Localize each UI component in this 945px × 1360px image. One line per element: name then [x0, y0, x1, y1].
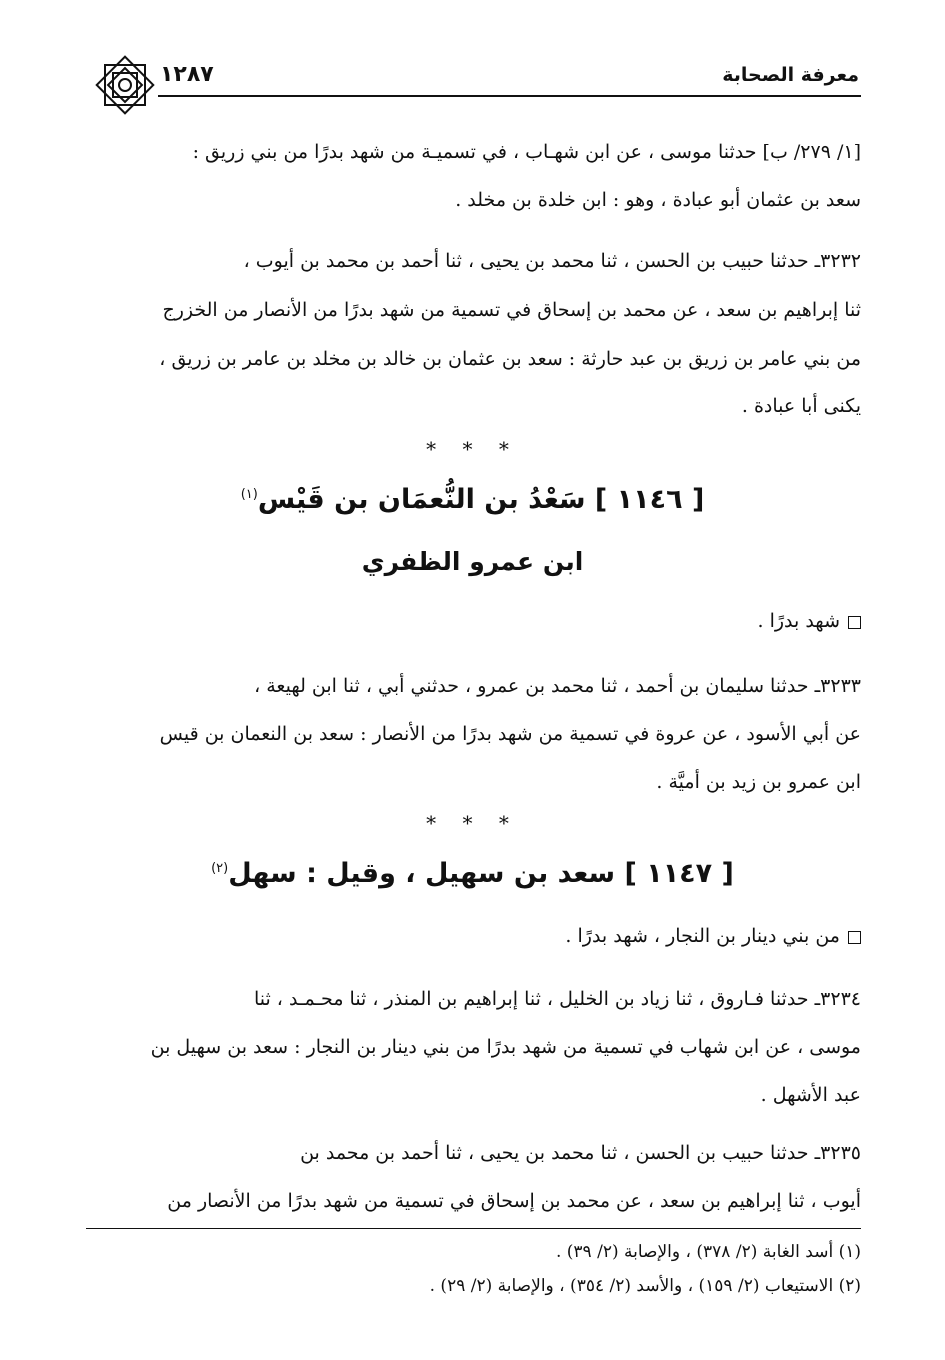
- footnote-mark: (٢): [211, 861, 229, 876]
- header-rule: [158, 95, 861, 97]
- paragraph-line: يكنى أبا عبادة .: [741, 395, 861, 417]
- page-number: ١٢٨٧: [160, 62, 214, 87]
- entry-subtitle: ابن عمرو الظفري: [361, 547, 584, 576]
- paragraph-line: ٣٢٣٥ـ حدثنا حبيب بن الحسن ، ثنا محمد بن يحيى ، ثنا أحمد بن محمد بن: [300, 1142, 861, 1164]
- entry-title-text: [ ١١٤٦ ] سَعْدُ بن النُّعمَان بن قَيْس: [257, 484, 705, 515]
- paragraph-line: ابن عمرو بن زيد بن أميَّة .: [656, 771, 861, 793]
- footnote-rule: [86, 1228, 861, 1229]
- running-title: معرفة الصحابة: [722, 64, 859, 86]
- square-bullet-icon: [848, 931, 861, 944]
- paragraph-line: موسى ، عن ابن شهاب في تسمية من شهد بدرًا من بني دينار بن النجار : سعد بن سهيل بن: [150, 1036, 861, 1058]
- section-separator: * * *: [426, 811, 519, 835]
- star-ornament-icon: [92, 52, 158, 118]
- footnote-mark: (١): [240, 487, 258, 502]
- paragraph-line: عن أبي الأسود ، عن عروة في تسمية من شهد بدرًا من الأنصار : سعد بن النعمان بن قيس: [159, 723, 861, 745]
- section-separator: * * *: [426, 437, 519, 461]
- paragraph-line: ثنا إبراهيم بن سعد ، عن محمد بن إسحاق في تسمية من شهد بدرًا من الأنصار من الخزرج: [162, 299, 861, 321]
- footnote: (١) أسد الغابة (٢/ ٣٧٨) ، والإصابة (٢/ ٣٩) .: [555, 1242, 861, 1262]
- footnote: (٢) الاستيعاب (٢/ ١٥٩) ، والأسد (٢/ ٣٥٤) ، والإصابة (٢/ ٢٩) .: [429, 1276, 861, 1296]
- entry-note: [84, 610, 861, 632]
- square-bullet-icon: [848, 616, 861, 629]
- paragraph-line: أيوب ، ثنا إبراهيم بن سعد ، عن محمد بن إسحاق في تسمية من شهد بدرًا من الأنصار من: [167, 1190, 861, 1212]
- entry-note: [84, 925, 861, 947]
- paragraph-line: ٣٢٣٣ـ حدثنا سليمان بن أحمد ، ثنا محمد بن عمرو ، حدثني أبي ، ثنا ابن لهيعة ،: [254, 675, 861, 697]
- paragraph-line: ٣٢٣٤ـ حدثنا فـاروق ، ثنا زياد بن الخليل ، ثنا إبراهيم بن المنذر ، ثنا محـمـد ، ثنا: [253, 988, 861, 1010]
- paragraph-line: من بني عامر بن زريق بن عبد حارثة : سعد بن عثمان بن خالد بن مخلد بن عامر بن زريق ،: [159, 348, 861, 370]
- entry-title: [0, 484, 945, 515]
- paragraph-line: [١/ ٢٧٩/ ب] حدثنا موسى ، عن ابن شهـاب ، في تسميـة من شهد بدرًا من بني زريق :: [192, 141, 861, 163]
- entry-note-text: من بني دينار بن النجار ، شهد بدرًا .: [565, 925, 840, 947]
- paragraph-line: ٣٢٣٢ـ حدثنا حبيب بن الحسن ، ثنا محمد بن يحيى ، ثنا أحمد بن محمد بن أيوب ،: [243, 250, 861, 272]
- paragraph-line: عبد الأشهل .: [760, 1084, 861, 1106]
- entry-title-text: [ ١١٤٧ ] سعد بن سهيل ، وقيل : سهل: [228, 858, 734, 889]
- paragraph-line: سعد بن عثمان أبو عبادة ، وهو : ابن خلدة بن مخلد .: [455, 189, 861, 211]
- entry-note-text: شهد بدرًا .: [757, 610, 840, 632]
- entry-title: [0, 858, 945, 889]
